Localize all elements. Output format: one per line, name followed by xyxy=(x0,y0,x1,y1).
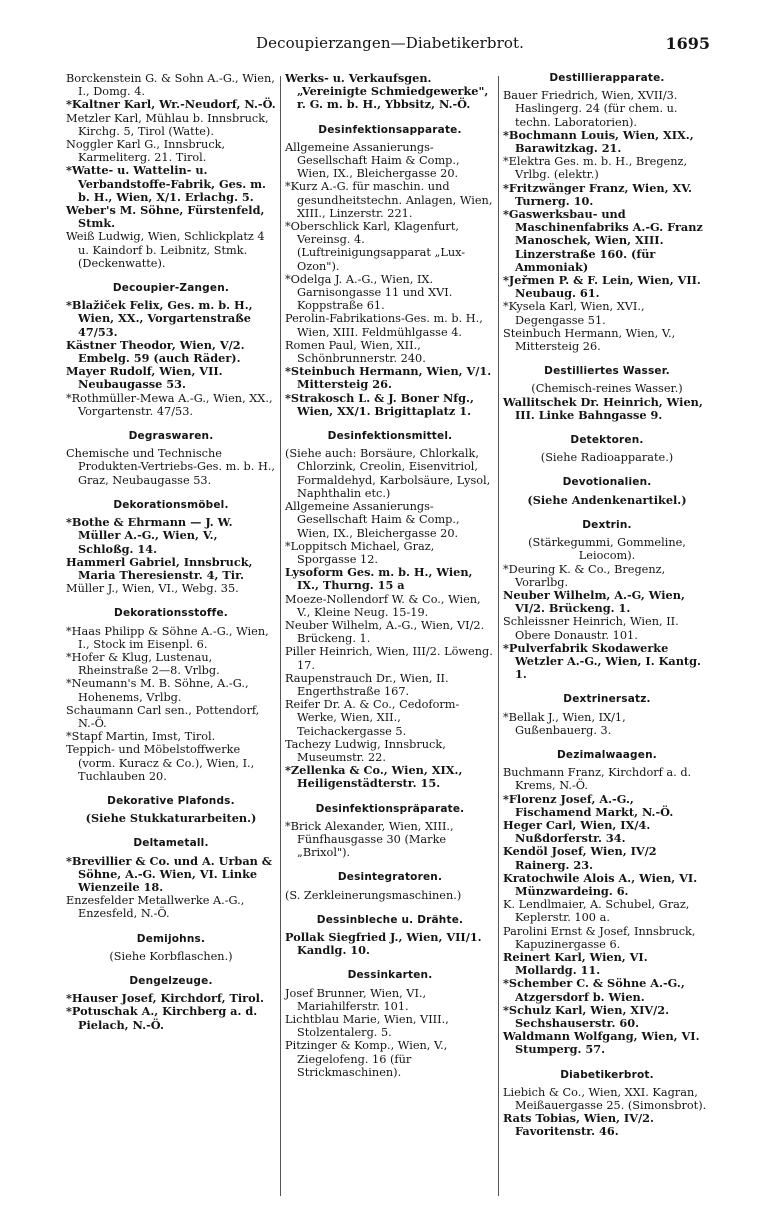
section-heading: Dextrin. xyxy=(582,518,632,531)
section-heading: Destilliertes Wasser. xyxy=(544,365,670,378)
directory-entry: Moeze-Nollendorf W. & Co., Wien, V., Kleine Neug. 15-19. xyxy=(285,592,481,619)
directory-entry: *Steinbuch Hermann, Wien, V/1. Mittersteig 26. xyxy=(285,364,492,392)
directory-entry: Allgemeine Assanierungs-Gesellschaft Haim & Comp., Wien, IX., Bleichergasse 20. xyxy=(285,140,460,181)
directory-entry: *Hofer & Klug, Lustenau, Rheinstraße 2—8. Vrlbg. xyxy=(66,650,220,678)
column-rule-left xyxy=(280,76,281,1196)
section-heading: Diabetikerbrot. xyxy=(560,1068,654,1081)
directory-entry: *Bochmann Louis, Wien, XIX., Barawitzkag. 21. xyxy=(503,127,694,156)
directory-section xyxy=(503,476,711,506)
directory-entry: Josef Brunner, Wien, VI., Mariahilferstr. 101. xyxy=(285,986,427,1013)
column-right xyxy=(503,72,711,1139)
directory-entry: Bauer Friedrich, Wien, XVII/3. Haslingerg. 24 (für chem. u. techn. Laboratorien). xyxy=(503,89,678,129)
directory-entry: Lysoform Ges. m. b. H., Wien, IX., Thurng. 15 a xyxy=(285,565,473,593)
section-heading: Desinfektionsapparate. xyxy=(318,123,462,136)
section-heading: Decoupier-Zangen. xyxy=(112,282,230,295)
directory-entry: *Strakosch L. & J. Boner Nfg., Wien, XX/1. Brigittaplatz 1. xyxy=(285,390,474,418)
directory-entry: Neuber Wilhelm, A.-G., Wien, VI/2. Brückeng. 1. xyxy=(285,618,485,646)
section-heading: Dekorationsstoffe. xyxy=(114,607,228,620)
directory-section xyxy=(503,749,711,1057)
section-heading: Desinfektionspräparate. xyxy=(315,802,465,815)
directory-entry: Hammerl Gabriel, Innsbruck, Maria Theresienstr. 4, Tir. xyxy=(66,554,253,582)
directory-entry: Schaumann Carl sen., Pottendorf, N.-Ö. xyxy=(66,703,260,730)
directory-entry: Kendöl Josef, Wien, IV/2 Rainerg. 23. xyxy=(503,844,657,872)
directory-section xyxy=(66,837,276,920)
directory-entry: *Florenz Josef, A.-G., Fischamend Markt, N.-Ö. xyxy=(503,791,674,819)
directory-entry: *Blažiček Felix, Ges. m. b. H., Wien, XX., Vorgartenstraße 47/53. xyxy=(66,298,253,339)
running-title: Decoupierzangen—Diabetikerbrot. xyxy=(256,34,524,52)
directory-entry: Rats Tobias, Wien, IV/2. Favoritenstr. 46. xyxy=(503,1111,654,1139)
directory-entry: *Kurz A.-G. für maschin. und gesundheitstechn. Anlagen, Wien, XIII., Linzerstr. 221. xyxy=(285,180,493,220)
directory-section xyxy=(503,519,711,681)
directory-entry: *Bothe & Ehrmann — J. W. Müller A.-G., Wien, V., Schloßg. 14. xyxy=(66,515,233,556)
directory-section xyxy=(503,72,711,353)
section-heading: Dezimalwaagen. xyxy=(557,748,657,761)
section-heading: Degraswaren. xyxy=(128,430,214,443)
directory-entry: Metzler Karl, Mühlau b. Innsbruck, Kirchg. 5, Tirol (Watte). xyxy=(66,111,269,138)
directory-section xyxy=(503,1069,711,1139)
column-rule-right xyxy=(498,76,499,1196)
page-number: 1695 xyxy=(665,34,710,53)
directory-entry: (S. Zerkleinerungsmaschinen.) xyxy=(285,888,462,902)
directory-entry: *Brick Alexander, Wien, XIII., Fünfhausgasse 30 (Marke „Brixol"). xyxy=(285,819,454,860)
section-heading: Devotionalien. xyxy=(562,476,652,489)
section-heading: Destillierapparate. xyxy=(549,72,665,84)
page-header xyxy=(70,34,710,56)
directory-section xyxy=(66,607,276,783)
directory-entry: *Deuring K. & Co., Bregenz, Vorarlbg. xyxy=(503,562,666,589)
directory-entry: *Oberschlick Karl, Klagenfurt, Vereinsg. 4. (Luftreinigungsapparat „Lux-Ozon"). xyxy=(285,220,466,273)
directory-entry: Neuber Wilhelm, A.-G, Wien, VI/2. Brückeng. 1. xyxy=(503,587,685,616)
directory-section xyxy=(503,434,711,464)
directory-entry: *Pulverfabrik Skodawerke Wetzler A.-G., Wien, I. Kantg. 1. xyxy=(503,640,701,682)
directory-entry: Heger Carl, Wien, IX/4. Nußdorferstr. 34. xyxy=(503,817,651,846)
directory-entry: *Zellenka & Co., Wien, XIX., Heiligenstädterstr. 15. xyxy=(285,763,463,791)
directory-entry: *Schember C. & Söhne A.-G., Atzgersdorf b. Wien. xyxy=(503,976,685,1004)
directory-entry: Kratochwile Alois A., Wien, VI. Münzwardeing. 6. xyxy=(503,870,698,898)
directory-entry: *Loppitsch Michael, Graz, Sporgasse 12. xyxy=(285,539,435,566)
directory-section xyxy=(285,124,495,418)
directory-section xyxy=(285,803,495,860)
directory-entry: Piller Heinrich, Wien, III/2. Löweng. 17. xyxy=(285,645,493,672)
directory-entry: Mayer Rudolf, Wien, VII. Neubaugasse 53. xyxy=(66,364,223,392)
directory-section xyxy=(66,430,276,487)
directory-entry: Liebich & Co., Wien, XXI. Kagran, Meißauergasse 25. (Simonsbrot). xyxy=(503,1085,707,1113)
section-heading: Dessinkarten. xyxy=(347,969,433,982)
directory-entry: Müller J., Wien, VI., Webg. 35. xyxy=(66,582,239,596)
directory-entry: *Hauser Josef, Kirchdorf, Tirol. xyxy=(66,991,264,1006)
directory-entry: Reifer Dr. A. & Co., Cedoform-Werke, Wien, XII., Teichackergasse 5. xyxy=(285,698,460,738)
directory-entry: Steinbuch Hermann, Wien, V., Mittersteig 26. xyxy=(503,326,676,354)
directory-entry: *Watte- u. Wattelin- u. Verbandstoffe-Fabrik, Ges. m. b. H., Wien, X/1. Erlachg. 5. xyxy=(66,163,266,204)
section-heading: Dengelzeuge. xyxy=(129,974,213,987)
directory-section xyxy=(66,499,276,595)
directory-entry: Lichtblau Marie, Wien, VIII., Stolzentalerg. 5. xyxy=(285,1013,449,1040)
directory-entry: Pitzinger & Komp., Wien, V., Ziegelofeng. 16 (für Strickmaschinen). xyxy=(285,1039,448,1079)
directory-entry: Werks- u. Verkaufsgen. „Vereinigte Schmiedgewerke", r. G. m. b. H., Ybbsitz, N.-Ö. xyxy=(285,71,489,112)
directory-entry: Perolin-Fabrikations-Ges. m. b. H., Wien, XIII. Feldmühlgasse 4. xyxy=(285,312,483,339)
directory-entry: Borckenstein G. & Sohn A.-G., Wien, I., Domg. 4. xyxy=(66,72,275,99)
directory-section xyxy=(285,969,495,1079)
section-heading: Deltametall. xyxy=(133,837,209,850)
directory-entry: *Brevillier & Co. und A. Urban & Söhne, A.-G. Wien, VI. Linke Wienzeile 18. xyxy=(66,853,272,894)
directory-section xyxy=(66,933,276,963)
section-heading: Dekorationsmöbel. xyxy=(113,498,229,511)
directory-entry: *Elektra Ges. m. b. H., Bregenz, Vrlbg. (elektr.) xyxy=(503,155,688,182)
directory-entry: (Siehe auch: Borsäure, Chlorkalk, Chlorzink, Creolin, Eisenvitriol, Formaldehyd, Karbolsäure, Lysol, Naphthalin etc.) xyxy=(285,447,491,500)
directory-entry: (Siehe Radioapparate.) xyxy=(540,451,674,465)
section-heading: Detektoren. xyxy=(570,434,644,447)
directory-section xyxy=(285,914,495,958)
directory-entry: (Stärkegummi, Gommeline, Leiocom). xyxy=(528,536,686,563)
directory-entry: (Chemisch-reines Wasser.) xyxy=(531,382,683,396)
directory-section xyxy=(503,365,711,422)
directory-entry: Waldmann Wolfgang, Wien, VI. Stumperg. 57. xyxy=(503,1029,700,1057)
directory-entry: Schleissner Heinrich, Wien, II. Obere Donaustr. 101. xyxy=(503,615,679,642)
directory-section xyxy=(285,871,495,901)
directory-section xyxy=(503,693,711,737)
section-heading: Dekorative Plafonds. xyxy=(107,794,235,807)
directory-section xyxy=(285,430,495,790)
directory-section xyxy=(285,72,495,112)
directory-entry: *Neumann's M. B. Söhne, A.-G., Hohenems, Vrlbg. xyxy=(66,677,249,704)
directory-entry: Noggler Karl G., Innsbruck, Karmeliterg. 21. Tirol. xyxy=(66,138,226,165)
directory-entry: Reinert Karl, Wien, VI. Mollardg. 11. xyxy=(503,949,648,978)
directory-entry: *Bellak J., Wien, IX/1, Gußenbauerg. 3. xyxy=(503,710,626,737)
directory-entry: Allgemeine Assanierungs-Gesellschaft Haim & Comp., Wien, IX., Bleichergasse 20. xyxy=(285,500,460,540)
directory-entry: (Siehe Andenkenartikel.) xyxy=(527,492,687,507)
section-heading: Desintegratoren. xyxy=(337,871,443,884)
directory-entry: Parolini Ernst & Josef, Innsbruck, Kapuzinergasse 6. xyxy=(503,924,696,951)
directory-section xyxy=(66,795,276,825)
directory-section xyxy=(66,975,276,1032)
section-heading: Dextrinersatz. xyxy=(563,693,651,706)
directory-entry: *Schulz Karl, Wien, XIV/2. Sechshauserstr. 60. xyxy=(503,1002,670,1030)
directory-entry: Teppich- und Möbelstoffwerke (vorm. Kuracz & Co.), Wien, I., Tuchlauben 20. xyxy=(66,743,255,783)
directory-entry: *Kaltner Karl, Wr.-Neudorf, N.-Ö. xyxy=(66,97,276,112)
directory-entry: K. Lendlmaier, A. Schubel, Graz, Keplerstr. 100 a. xyxy=(503,898,690,925)
directory-entry: Romen Paul, Wien, XII., Schönbrunnerstr. 240. xyxy=(285,338,426,366)
directory-entry: *Rothmüller-Mewa A.-G., Wien, XX., Vorgartenstr. 47/53. xyxy=(66,391,273,418)
directory-entry: *Fritzwänger Franz, Wien, XV. Turnerg. 10. xyxy=(503,180,692,208)
directory-entry: Wallitschek Dr. Heinrich, Wien, III. Linke Bahngasse 9. xyxy=(503,394,703,422)
directory-entry: Chemische und Technische Produkten-Vertriebs-Ges. m. b. H., Graz, Neubaugasse 53. xyxy=(66,447,275,487)
directory-entry: *Gaswerksbau- und Maschinenfabriks A.-G. Franz Manoschek, Wien, XIII. Linzerstraße 160. (für Ammoniak) xyxy=(503,207,703,274)
column-middle xyxy=(285,72,495,1079)
section-heading: Desinfektionsmittel. xyxy=(327,430,453,443)
directory-section xyxy=(66,282,276,418)
directory-entry: (Siehe Korbflaschen.) xyxy=(109,949,233,963)
directory-section xyxy=(66,72,276,270)
section-heading: Dessinbleche u. Drähte. xyxy=(316,913,464,926)
directory-entry: Raupenstrauch Dr., Wien, II. Engerthstraße 167. xyxy=(285,671,449,698)
directory-entry: Weber's M. Söhne, Fürstenfeld, Stmk. xyxy=(66,203,265,231)
directory-entry: *Potuschak A., Kirchberg a. d. Pielach, N.-Ö. xyxy=(66,1004,258,1032)
directory-entry: *Kysela Karl, Wien, XVI., Degengasse 51. xyxy=(503,300,645,327)
directory-entry: Buchmann Franz, Kirchdorf a. d. Krems, N.-Ö. xyxy=(503,766,692,793)
directory-entry: *Jeřmen P. & F. Lein, Wien, VII. Neubaug. 61. xyxy=(503,273,701,301)
directory-entry: Enzesfelder Metallwerke A.-G., Enzesfeld, N.-Ö. xyxy=(66,894,245,921)
directory-entry: *Haas Philipp & Söhne A.-G., Wien, I., Stock im Eisenpl. 6. xyxy=(66,624,269,651)
directory-entry: Tachezy Ludwig, Innsbruck, Museumstr. 22. xyxy=(285,737,446,764)
directory-entry: Weiß Ludwig, Wien, Schlickplatz 4 u. Kaindorf b. Leibnitz, Stmk. (Deckenwatte). xyxy=(66,230,265,270)
directory-entry: Pollak Siegfried J., Wien, VII/1. Kandlg. 10. xyxy=(285,929,482,958)
directory-entry: Kästner Theodor, Wien, V/2. Embelg. 59 (auch Räder). xyxy=(66,337,245,366)
directory-entry: (Siehe Stukkaturarbeiten.) xyxy=(85,811,257,826)
directory-entry: *Stapf Martin, Imst, Tirol. xyxy=(66,730,216,744)
section-heading: Demijohns. xyxy=(136,932,206,945)
column-left xyxy=(66,72,276,1032)
directory-entry: *Odelga J. A.-G., Wien, IX. Garnisongasse 11 und XVI. Koppstraße 61. xyxy=(285,272,453,313)
